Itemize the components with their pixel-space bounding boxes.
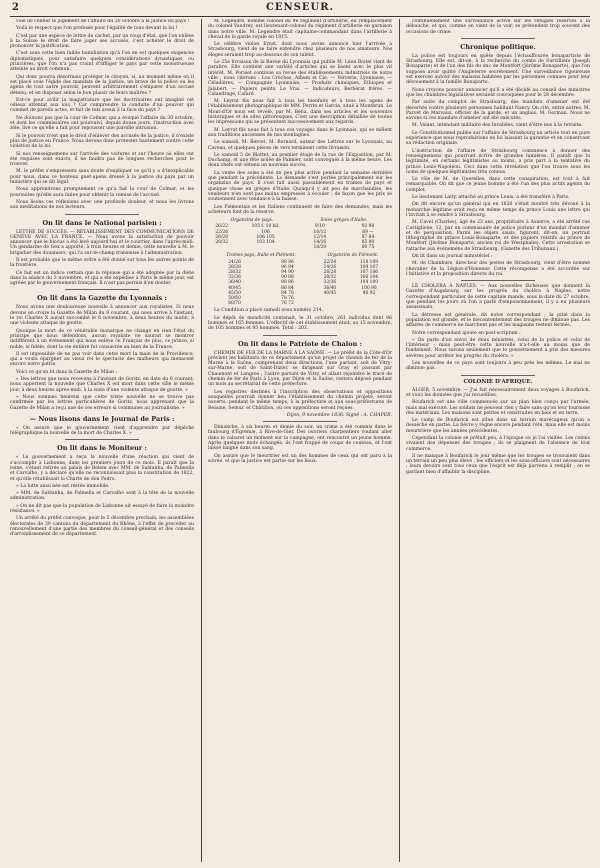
paragraph: Le Constitutionnel publie sur l'affaire de Strasbourg un article tout en pure expérience que nous reproduirions en lui laissant la garantie et en conservant sa rédaction originale. bbox=[406, 130, 590, 147]
table-cell: 87 84 bbox=[361, 234, 375, 240]
paragraph: On dit encore qu'un général qui en 1830 s'était montré très dévoué à la monarchie légitime avait reçu en même temps du prince Louis une lettre qui l'invitait à se rendre à Strasbourg. bbox=[406, 202, 590, 218]
table-body-2 bbox=[208, 260, 392, 307]
table-cell: 80 75 bbox=[361, 245, 375, 251]
col1-sec3-paras bbox=[10, 305, 194, 367]
table-cell: 106 104 bbox=[359, 275, 379, 281]
paragraph: « Des lettres que nous recevons à l'instant de Goritz, en date du 6 courant, nous apportent la nouvelle que Charles X est mort dans cette ville le même jour, à deux heures après-midi, à la suite d'une violente attaque de goutte. » bbox=[10, 377, 194, 393]
table-cell: 28/32 bbox=[228, 269, 241, 275]
section-divider bbox=[65, 439, 139, 440]
paragraph: « On assure que le gouvernement vient d'apprendre par dépêche télégraphique la nouvelle de la mort de Charles X. » bbox=[10, 425, 194, 437]
table-cell: 78 76 bbox=[281, 295, 294, 301]
col3-sec3-title: COLONIE D'AFRIQUE. bbox=[463, 378, 533, 385]
paragraph: Le lieutenant Laity, attaché au prince Louis, a été transféré à Paris. bbox=[412, 195, 570, 201]
column-2 bbox=[201, 19, 392, 862]
paragraph: Cependant la colonie se prêtait peu, à l'époque ou je l'ai visitée. Les colons vivaient des dépenses des troupes ; ils se plaignent de l'absence de tout commerce. bbox=[406, 436, 590, 452]
column-3 bbox=[399, 19, 590, 862]
table-cell: 40/45 bbox=[323, 290, 337, 296]
paragraph: Le samedi, M. Bercet, M. Bernard, auteur des Lettres sur le Lyonnais, au Caveau, et quelques pièces de vers terminent cette livraison. bbox=[208, 140, 392, 151]
table-cell: 9/10 bbox=[314, 224, 325, 230]
table-cell: 76 72 bbox=[281, 301, 294, 307]
table-cell: 32/36 bbox=[323, 280, 337, 286]
paragraph: Si nos renseignemens sur l'arrivée des voitures et sur l'heure où elles ont été requises sont exacts, il ne faudra pas de longues recherches pour le trouver. bbox=[10, 151, 194, 168]
col3-sec2-paras bbox=[406, 284, 590, 371]
paragraph: Par suite du complot de Strasbourg, des mandats d'amener ont été décernés contre plusieurs personnes habitant Nancy. On cite, entre autres, M. Parvet de Marvaux, officier de la garde, et un anglais, M. Gorman. Nous ne savons si ces mandats d'amener ont été exécutés. bbox=[406, 100, 590, 122]
paragraph: Notre correspondant ajoute en post-scriptum : bbox=[412, 330, 521, 336]
silk-prices-table-2 bbox=[208, 252, 392, 306]
table-cell: 14/16 bbox=[313, 239, 327, 245]
paragraph: Les Piémontais et les Italiens continuent de faire des demandes, mais les acheteurs font de la réserve. bbox=[208, 204, 392, 215]
paragraph: M. Legendre, nommé colonel du 9e régiment d'artillerie, en remplacement du colonel Vaudrey, est lieutenant-colonel du régiment d'artillerie en garnison dans notre ville. M. Legendre était capitaine-commandant dans l'artillerie à cheval de la garde royale en 1815. bbox=[208, 19, 392, 40]
table-cell: 103 104 bbox=[256, 239, 275, 245]
table-cell: 84 78 bbox=[281, 290, 294, 296]
paragraph: Le dépôt de mendicité contenait, le 31 octobre, 261 individus dont 96 hommes et 165 femmes. L'effectif de cet établissement était, au 15 novembre, de 105 hommes et 95 hommes. Total : 203. bbox=[208, 315, 392, 332]
table-cell: 36/40 bbox=[228, 280, 241, 286]
paragraph: L'instruction de l'affaire de Strasbourg commence à donner des renseignemens qui pourront écrire de grandes lumières. Il paraît que la légitimité, en certains légitimistes au moins, a pris part à la tentative du prince Louis-Napoléon. Ceci dans cette révélation que l'on trouve sous les noms de quelques légitimistes très connus. bbox=[406, 148, 590, 175]
paragraph: Si le pouvoir n'est que le droit d'enlever des accusés de la justice, il n'existe plus de justice en France. Nous devons donc protester hautement contre cette violation de la loi. bbox=[10, 133, 194, 150]
col2-sec-paras bbox=[208, 351, 392, 411]
paragraph: La détresse est générale, dit notre correspondant ; la pitié dans la population est grande, et le mécontentement des troupes ne diminue pas. Les affaires de commerce ne marchent pas et les magasins restent fermés. bbox=[406, 312, 590, 329]
col1-paras-a bbox=[10, 19, 194, 185]
table-cell: 104 100 bbox=[359, 280, 379, 286]
table-cell: 36/40 bbox=[323, 285, 337, 291]
paragraph: Un arrêté du préfet convoque, pour le 5 décembre prochain, les assemblées électorales de 39 cantons du département du Rhône, à l'effet de procéder au renouvellement d'une partie des membres du conseil-général et des conseils d'arrondissement de ce département. bbox=[10, 516, 194, 538]
table-cell: 32/36 bbox=[228, 275, 241, 281]
table-cell: 89 — bbox=[362, 229, 374, 235]
paragraph: « Le gouvernement a reçu la nouvelle d'une réaction qui vient de s'accomplir à Lisbonne, dans les premiers jours de ce mois. Il paraît que la reine, s'étant retirée au palais de Belem avec MM. de Saldanha, de Palmella et Carvalho, y a déclaré qu'elle ne reconnaissait plus la constitution de 1822, et qu'elle rétablissait la Charte de don Pedro. bbox=[10, 455, 194, 482]
table-body-1 bbox=[208, 224, 392, 250]
columns bbox=[10, 19, 590, 862]
col1-sec5-title: On lit dans le Moniteur : bbox=[57, 444, 147, 453]
table-cell: 106 105 bbox=[256, 234, 275, 240]
paragraph: Il ne manque à Boufarick le jour même que les troupes se trouvaient dans un terrain un peu plus élevé ; les officiers et les sous-officiers sont nécessaires ; leurs devoirs sont tous ceux que l'esprit est déjà parvenu à remplir ; en se gardant bien d'affaiblir la discipline. bbox=[406, 453, 590, 475]
paragraph: Quoique la mort de ce vénérable monarque ne change en rien l'état du principe que nous défendons, aucun royaliste ne saurait se montrer indifférent à un événement qui nous enlève ce Français de plus, ce prince, si noble, si fidèle, dont la vie entière fut consacrée au bien de la France. bbox=[10, 328, 194, 350]
col3-sec1-paras bbox=[406, 54, 590, 277]
paragraph: M. le préfet s'empressera sans doute d'expliquer ce qu'il y a d'inexplicable pour nous, dans ce honteux guet-apens dressé à la justice du pays par un ministère qui se dit légal. bbox=[10, 169, 194, 186]
col1-sec4-title: — Nous lisons dans le Journal de Paris : bbox=[29, 414, 175, 423]
table-cell: 26/28 bbox=[323, 269, 337, 275]
col1-sec3-note: Voici ce qu'on lit dans la Gazette de Milan : bbox=[16, 369, 117, 375]
paragraph: Le camp de Boufarick est situé dans un terrain marécageux qu'on a desséché en partie. La fièvre y règne encore pendant l'été, mais elle est moins meurtrière que les années précédentes. bbox=[406, 418, 590, 434]
table-cell: 12/14 bbox=[313, 234, 327, 240]
table-cell: 40/45 bbox=[228, 285, 241, 291]
table-cell bbox=[314, 301, 346, 306]
table-cell bbox=[346, 301, 392, 306]
col1-sec4-paras bbox=[10, 426, 194, 437]
paragraph: » On ne dit pas que la population de Lisbonne ait essayé de faire la moindre résistance. » bbox=[10, 503, 194, 515]
table-cell: 88 86 bbox=[281, 280, 294, 286]
table-cell: 90 88 bbox=[281, 275, 294, 281]
section-divider bbox=[461, 375, 535, 376]
paragraph: Ne doutons pas que la cour de Colmar, qui a évoqué l'affaire du 30 octobre, et dont les commissaires ont poursuivi, depuis douze jours, l'instruction avec zèle, live ce qu'elle a fait pour repousser une pareille intrusion. bbox=[10, 115, 194, 132]
col1-paras-b bbox=[10, 187, 194, 210]
paragraph: M. Leyrat fils nous fait à tous ces voyages dans le Lyonnais, qui se mêlent aux traditions anciennes de nos montagnes. bbox=[208, 127, 392, 138]
section-divider bbox=[65, 289, 139, 290]
col1-sec2-paras bbox=[10, 230, 194, 287]
table-cell bbox=[235, 245, 295, 250]
section-divider bbox=[461, 280, 535, 281]
table-row bbox=[208, 301, 392, 306]
table-cell: 22/24 bbox=[323, 259, 337, 265]
table-cell: 92 90 bbox=[361, 224, 375, 230]
table-cell: 100 96 bbox=[361, 285, 377, 291]
col2-paras-a bbox=[208, 19, 392, 151]
table-cell: 109 107 bbox=[359, 264, 379, 270]
paragraph: Le célèbre violon Ernst, dont nous avons annoncé hier l'arrivée à Strasbourg, vient de se faire entendre chez plusieurs de nos amateurs. Nos éloges seraient trop au-dessous de son talent. bbox=[208, 42, 392, 58]
table2-head: Trames pays, Italie et Piémont. bbox=[226, 253, 296, 259]
paragraph: » La lutte ainsi née est restée immobile. bbox=[16, 483, 110, 489]
paragraph: La vente des soies a été un peu plus active pendant la semaine dernière que pendant la précédente. La demande s'est portée principalement sur les organzins de pays. Il s'est fait aussi passablement en trames de pays et quelque chose en grèges d'Italie. Quoiqu'il y ait peu de marchandise, les vendeurs n'en sont pas moins empressés à écouler ; de façon que les prix se soutiennent avec tendance à la baisse. bbox=[208, 170, 392, 203]
table-cell: 26/28 bbox=[215, 234, 229, 240]
paragraph: Ce fait est un indice certain que la réponse qui a été adoptée par la diète dans la séance du 3 novembre, et qui a été expédiée à Paris le même jour, est agréée par le gouvernement français. Il n'est pas permis d'en douter. bbox=[10, 270, 194, 287]
table-cell bbox=[208, 245, 235, 250]
paragraph: Le 25e livraison de la Revue du Lyonnais qui publie M. Léon Boitel vient de paraître. Elle contient une variété d'articles qui se lisent avec le plus vif intérêt. M. Poriset continue sa revue des établissements industriels de notre ville ; nous citerons : Les Crèches, Album et Cie. — Verrerie, Lyonnaise, — Céladières, — Compagnie Lyonnaise, — Produits chimiques, Ethiopes et Jalabert. — Papiers peints. Le Vrai. — Indicateurs, Berbérat frères. — Calandrage, Cafard. bbox=[208, 60, 392, 97]
paragraph: Nous apprendrons promptement ce qu'a fait la cour de Colmar, et les poursuites qu'elle aura faites pour obtenir la remise de l'accusé. bbox=[10, 187, 194, 198]
col3-sec3-paras bbox=[406, 388, 590, 475]
section-divider bbox=[65, 214, 139, 215]
col2-paras-d bbox=[208, 425, 392, 464]
paragraph: C'est par une espèce de lettre de cachet, par un coup d'état, que l'on enlève à la Suisse le droit de faire juger ses accusés, c'est acheter le droit de prononcer la justification. bbox=[10, 33, 194, 50]
table-cell: 106 bbox=[261, 229, 270, 235]
paragraph: Est-ce pour avilir la magistrature que les doctrinaires ont imaginé cet odieux attentat aux lois ? Car comprendre la conduite d'un pouvoir qui commet de pareils actes, et fait de tels aveux à la face du pays ? bbox=[10, 97, 194, 114]
col3-paras-a bbox=[406, 19, 590, 35]
table-cell: 45/50 bbox=[228, 290, 241, 296]
col1-sec3-quotes bbox=[10, 377, 194, 411]
table-cell: 96 92 bbox=[362, 290, 376, 296]
paragraph: Les registres destinés à l'inscription des observations et oppositions auxquelles pourrait donner lieu l'établissement du chemin projeté, seront ouverts, pendant le même temps, à la préfecture et aux sous-préfectures de Beaune, Semur, et Châtillon, où ces oppositions seront reçues. bbox=[208, 389, 392, 411]
table-head: Soies grèges d'Italie. bbox=[320, 218, 368, 224]
table-cell: 26/22 bbox=[215, 224, 229, 230]
table2-head-b: Organzins de Piémont. bbox=[327, 253, 379, 259]
col1-sec3-title: On lit dans la Gazette du Lyonnais : bbox=[37, 294, 167, 303]
masthead bbox=[10, 2, 590, 17]
paragraph: Le rôle de M. de Querelles, dans cette conspiration, est tout à fait remarquable. On dit que ce jeune homme a été l'un des plus actifs agents du complot. bbox=[406, 177, 590, 193]
table-cell: 86 84 bbox=[281, 285, 294, 291]
page-number: 2 bbox=[12, 2, 19, 13]
table-cell: 10/12 bbox=[313, 229, 327, 235]
table-cell: 105 f. 10 kil. bbox=[251, 224, 280, 230]
table-cell: 85 80 bbox=[361, 239, 375, 245]
paragraph: Nous croyons pouvoir annoncer qu'il a été décidé au conseil des ministres que les chambres législatives seraient convoquées pour le 28 décembre. bbox=[406, 87, 590, 98]
paragraph: Les nouvelles de ce pays sont toujours à peu près les mêmes. Le mal ne diminue pas. bbox=[406, 361, 590, 372]
paragraph: Boufarick est une ville commencée sur un plan bien conçu par l'armée, mais mal exécuté. Les soldats ne peuvent rien y faire sans qu'on leur fournisse des matériaux. Les maisons sont petites et construites en bois et en terre. bbox=[406, 400, 590, 416]
paragraph: LETTRE DE SUCCÈS. — RÉTABLISSEMENT DES COMMUNICATIONS DE GENÈVE AVEC LA FRANCE. — Nous avons la satisfaction de pouvoir annoncer que le blocus a été levé aujourd'hui et le courrier, dans l'après-midi. Un gendarme de Gex a apporté, à trois heures et demie, cette nouvelle à M. le brigadier des douaniers, qui l'a sur-le-champ transmise à l'administration. bbox=[10, 229, 194, 256]
section-divider bbox=[263, 421, 337, 422]
table-cell: 16/20 bbox=[313, 245, 327, 251]
paragraph: continuellement une surveillance active sur les réfugiés réservés à la débauche, et qui, comme on vient de le voir, se prétendent trop souvent des occasions de crime. bbox=[406, 19, 590, 35]
paragraph: Le samedi 5 de Blottet, au premier étage de la rue de l'Exposition, par M. Duchamp, et une fête isolée de Palmier, sont convoqués à la même heure. Les deux chefs ont obtenu un nouveau succès. bbox=[208, 152, 392, 169]
paragraph: Nous lisons ces réflexions avec une profonde douleur, et nous les livrons aux méditations de nos lecteurs. bbox=[10, 199, 194, 211]
table-cell: 96 94 bbox=[281, 264, 294, 270]
table-cell: 50/60 bbox=[228, 295, 241, 301]
table-cell: 60/70 bbox=[228, 301, 241, 307]
paragraph: « On parle d'un envoi de deux ministres, celui de la police et celui de l'intérieur ; mais peut-être cette nouvelle n'a-t-elle au moins que de fondement. Nous savons seulement que le gouvernement a pris des mesures sévères pour arrêter les progrès du choléra. » bbox=[406, 337, 590, 359]
paragraph: M. de Chambure, directeur des postes de Strasbourg, vient d'être nommé chevalier de la Légion-d'Honneur. Cette récompense a été accordée sur l'initiative et la proposition directe du roi. bbox=[406, 261, 590, 277]
paragraph: « Nous sommes heureux que cette triste nouvelle ne se trouve pas confirmée par les lettres particulières de Goritz, nous apprenant que la Gazette de Milan a reçu une de ces erreurs si communes au journalisme. » bbox=[10, 394, 194, 411]
col1-sec5-paras bbox=[10, 455, 194, 537]
col3-sec1-title: Chronique politique. bbox=[460, 42, 536, 51]
paragraph: Il est impossible de ne pas voir dans cette mort la main de la Providence, qui a voulu épargner au vieux roi le spectacle des malheurs qui menacent encore notre patrie. bbox=[10, 351, 194, 368]
table-row bbox=[208, 245, 392, 250]
paragraph: M. Leyrat fils nous fait à tous les bienfaits et à tous les agens de l'établissement photographique de MM. Perrin et Garcia, situé à Montbrun. Le Mont-d'Or nous est révélé, par M. Béha, dans ses articles et les souvenirs historiques et de sites pittoresques. C'est une description détaillée de toutes les impressions qui se présentent successivement aux regards. bbox=[208, 99, 392, 126]
paragraph: ALGER, 5 novembre. — J'ai fait nécessairement deux voyages à Boufarick, et voici les données que j'ai recueillies. bbox=[406, 387, 590, 398]
table-cell: 94 90 bbox=[281, 269, 294, 275]
paragraph: Qui donc pourra désormais protéger le citoyen, si, au moment même où il est placé sous l'égide des mandats de la justice, un brave de la police ou les agens de tout autre pouvoir, peuvent arbitrairement s'emparer d'un accusé détenu, et en disposer selon le bon plaisir de leurs maîtres ? bbox=[10, 74, 194, 96]
silk-prices-table-1 bbox=[208, 217, 392, 250]
paragraph: Il est probable que le même ordre a été donné sur tous les autres points de la frontière. bbox=[10, 257, 194, 269]
paragraph: On assure que le meurtrier est un des hommes de ceux qui ont paru à la soirée, et que la justice est partie sur les lieux. bbox=[208, 453, 392, 464]
section-divider bbox=[461, 38, 535, 39]
col2-dateline: Dijon, 9 novembre 1836. Signé : A. CHAPER. bbox=[286, 412, 392, 418]
col2-paras-b bbox=[208, 153, 392, 215]
paper-title: CENSEUR. bbox=[265, 2, 335, 13]
paragraph: Nous avons une douloureuse nouvelle à annoncer aux royalistes. Si nous devons en croire la Gazette de Milan du 9 courant, qui nous arrive à l'instant, le roi Charles X aurait succombé le 6 novembre, à deux heures du matin, à une violente attaque de goutte. bbox=[10, 305, 194, 327]
paragraph: M. Valant, intendant militaire des Invalides, vient d'être mis à la retraite. bbox=[412, 123, 583, 129]
paragraph: voie de confier le jugement de l'affaire du 20 octobre à la justice du pays ! bbox=[16, 19, 190, 24]
paragraph: CHEMIN DE FER DE LA MARNE À LA SAÔNE. — Le préfet de la Côte-d'Or prévient les habitants de ce département qu'un projet de chemin de fer de la Marne à la Saône, comprenant deux directions, l'une partant, soit de Vitry-sur-Marne, soit de Saint-Dizier, se dirigeant sur Gray et passant par Chaumont et Langres ; l'autre partant de Vitry, et allant rejoindre le tracé de chemin de fer de Paris à Lyon, par Dijon et la Saône, restera déposé pendant un mois au secrétariat de cette préfecture. bbox=[208, 350, 392, 388]
table-cell: 24/26 bbox=[228, 259, 241, 265]
col2-sec-title: On lit dans le Patriote de Chalon : bbox=[238, 339, 362, 348]
table-cell: 28/32 bbox=[215, 239, 229, 245]
table-caption: Organzins de pays. bbox=[230, 218, 274, 224]
table-cell: 26/28 bbox=[228, 264, 241, 270]
table-cell: 28/32 bbox=[323, 275, 337, 281]
table-note: La Condition a placé samedi sous numéro 214. bbox=[214, 308, 324, 314]
paragraph: C'est sous cette bien faible humiliation qu'à l'on en est quelques exigences diplomatiques, pour satisfaire quelques considérations dynastiques, ou princières, que l'on n'a pas craint d'affliger le pays par cette monstrueuse atteinte au droit commun. bbox=[10, 51, 194, 73]
section-divider bbox=[263, 335, 337, 336]
paragraph: Dimanche, à six heures et demie du soir, un crime a été commis dans le faubourg d'Égremie, à Rive-de-Gier. Des ouvriers charpentiers voulant aller dans le cabaret un moment sur la campagne, ont rencontré un jeune homme. Après quelques mots échangés, ils l'ont frappé de coups de couteau, et l'ont laissé baigné dans son sang. bbox=[208, 425, 392, 452]
table-cell: 22/26 bbox=[215, 229, 229, 235]
paragraph: La police est toujours en quête depuis l'échauffourée bonapartiste de Strasbourg. Elle est, dit-on, à la recherche du comte de Survilliers (Joseph Bonaparte) et de l'un des fils du duc de Montfort (Jérôme Bonaparte), que l'on suppose avoir quitté l'Angleterre secrètement. Une surveillance rigoureuse est exercée autour des maisons habitées par les personnes connues pour leur dévouement à la famille Bonaparte. bbox=[406, 53, 590, 86]
paragraph: LE CHOLÉRA À NAPLES. — Aux nouvelles fâcheuses que donnent la Gazette d'Augsbourg sur les progrès du choléra à Naples, notre correspondant particulier de cette capitale mande, sous la date du 27 octobre, que pendant les jours où l'on a parlé d'empoisonnement, il y a eu plusieurs assassinats. bbox=[406, 284, 590, 311]
paragraph: M. Cavel (Charles), âgé de 23 ans, propriétaire à Auxerre, a été arrêté rue Castiglione, 12, par un commissaire de police porteur d'un mandat d'amener et de perquisition. Parmi les objets saisis, figurent, dit-on, un portrait lithographié du prince Louis-Bonaparte, et des papiers relatifs au prince de Montfort (Jérôme Bonaparte, ancien roi de Westphalie). Cette arrestation se rattache aux événemens de Strasbourg. (Gazette des Tribunaux.) bbox=[406, 220, 590, 252]
paragraph: On lit dans un journal ministériel : bbox=[412, 253, 493, 259]
table-cell: 24/26 bbox=[323, 264, 337, 270]
table-cell: 98 96 bbox=[281, 259, 294, 265]
paragraph: » MM. de Saldanha, de Palmella et Carvalho sont à la tête de la nouvelle administration. bbox=[10, 491, 194, 502]
col2-paras-c bbox=[208, 316, 392, 332]
paragraph: Voilà le respect que l'on professe pour l'égalité de tous devant la loi ! bbox=[16, 26, 178, 32]
column-1 bbox=[10, 19, 194, 862]
col1-sec2-title: On lit dans le National parisien : bbox=[42, 218, 162, 227]
table-cell: 110 109 bbox=[359, 259, 379, 265]
table-cell: 107 106 bbox=[359, 269, 379, 275]
